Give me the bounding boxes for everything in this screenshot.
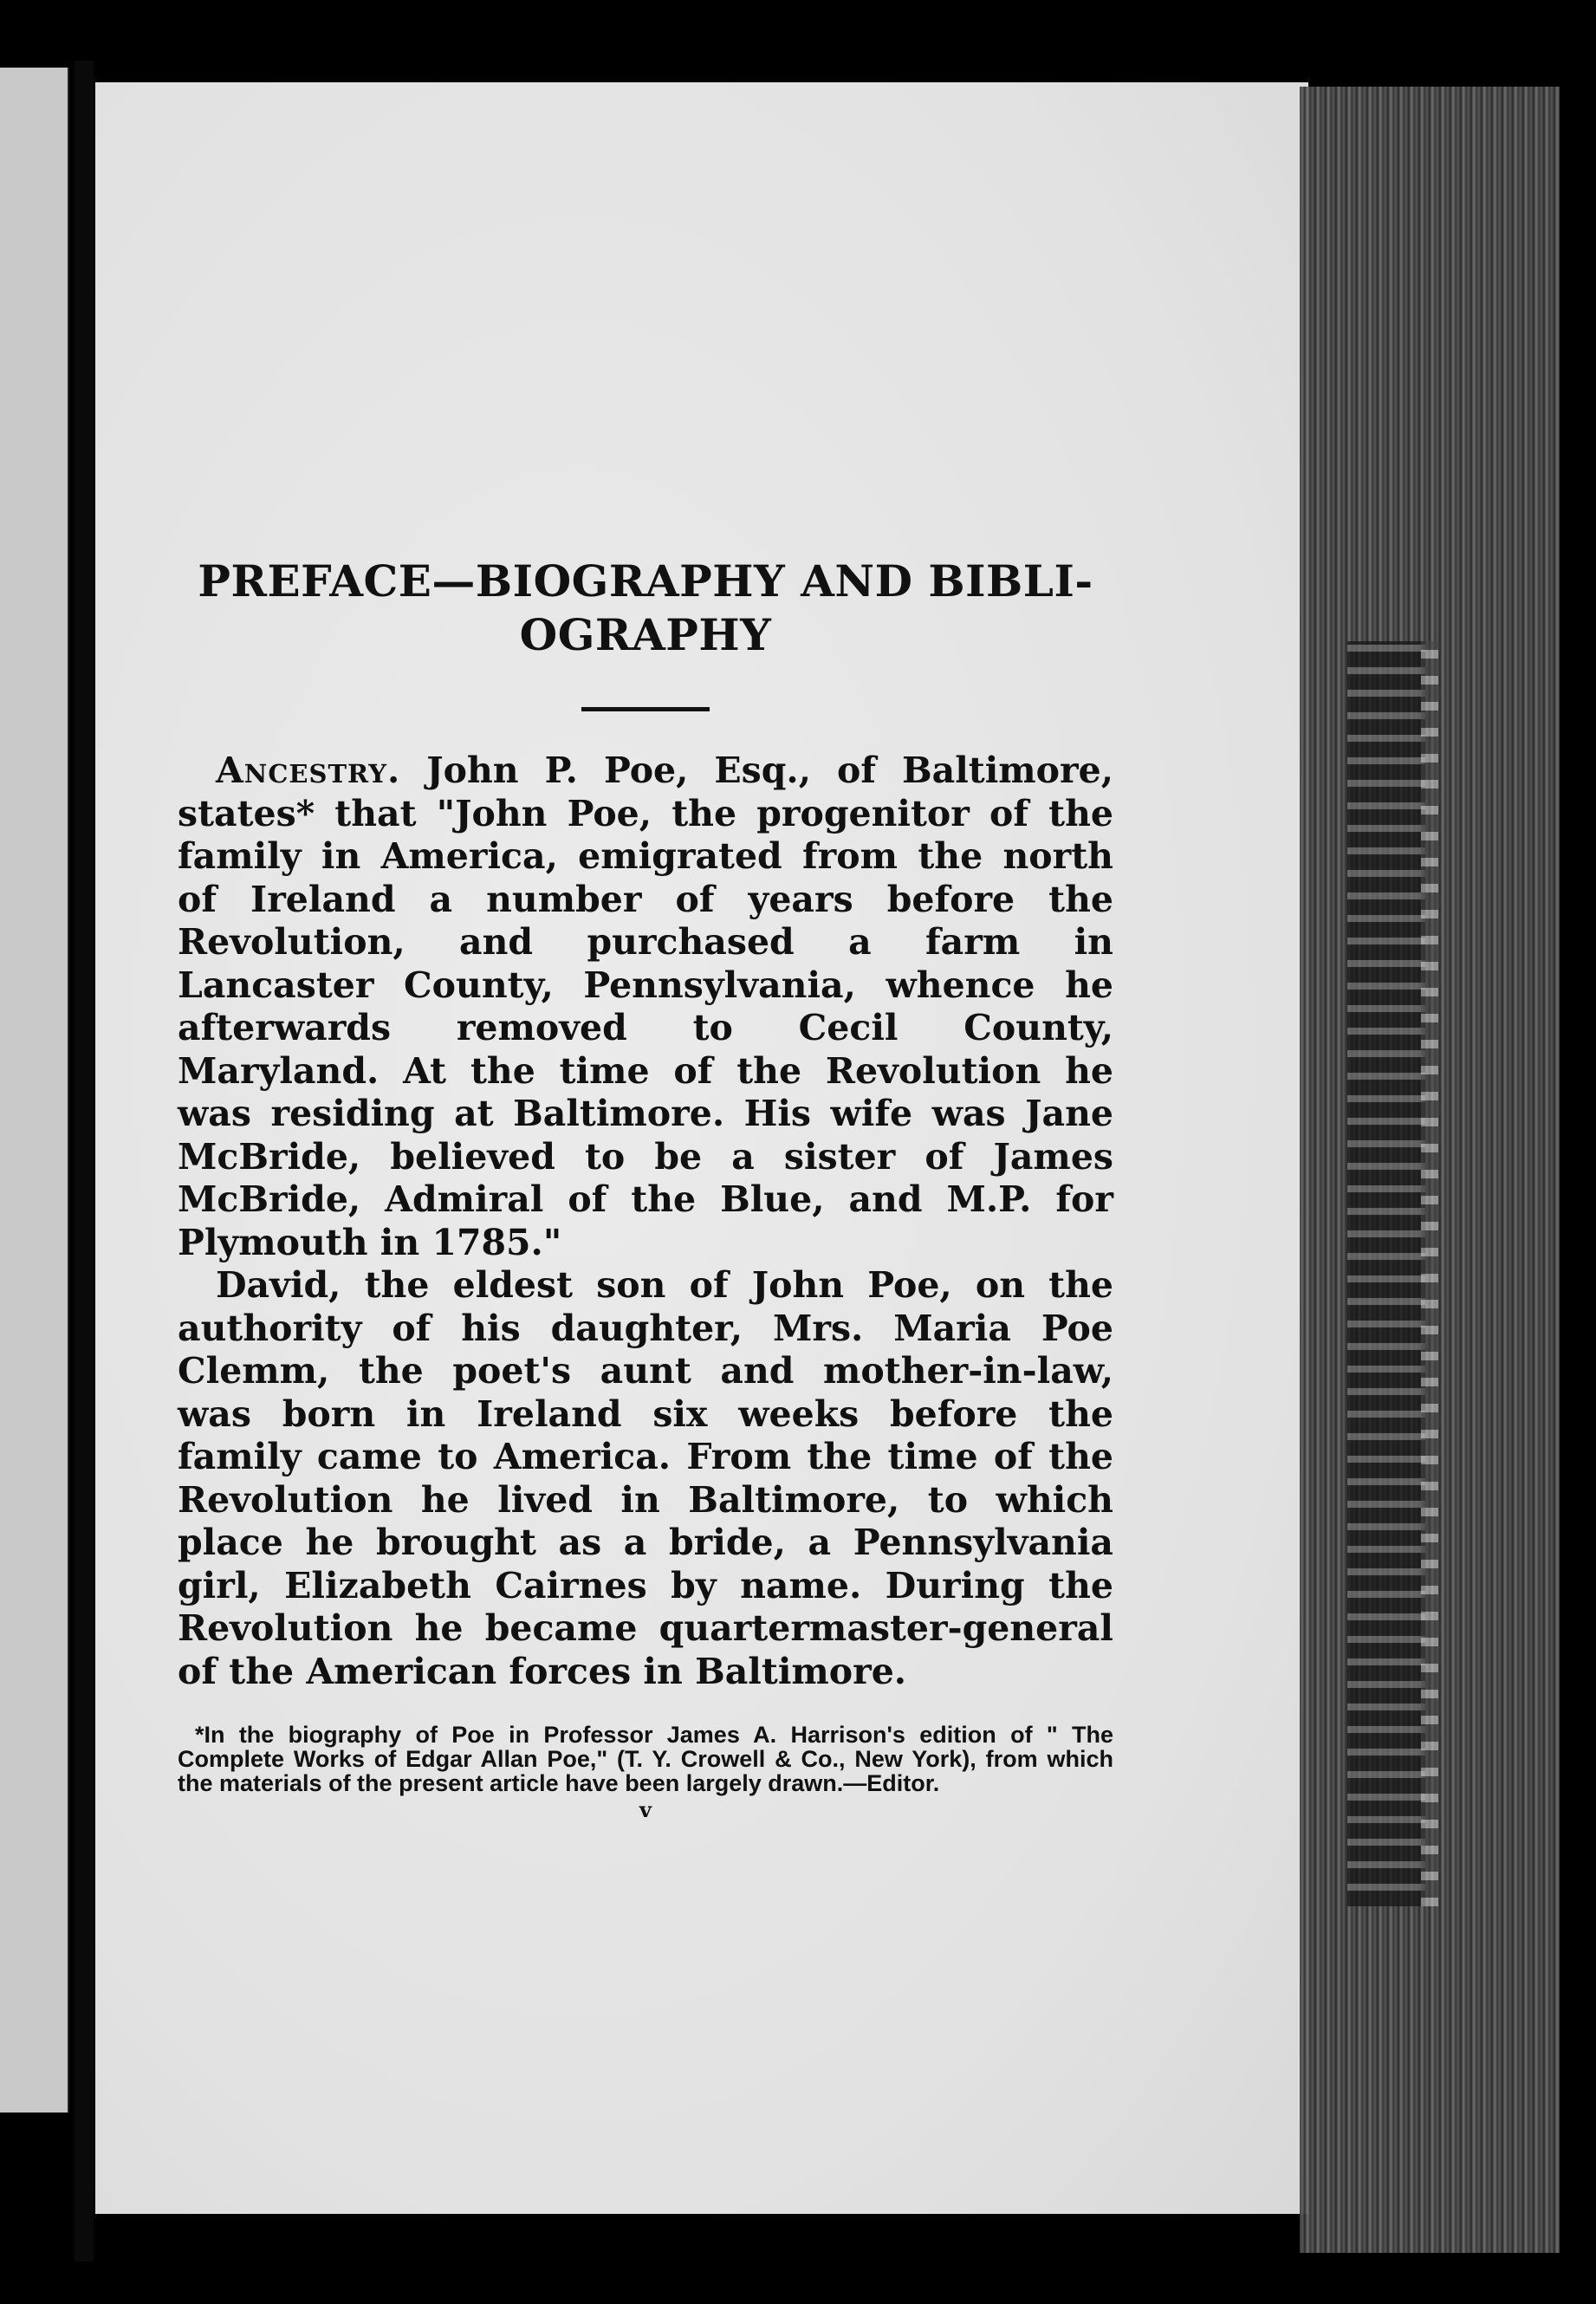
binding-gutter [75, 61, 94, 2262]
spine-stripe [1421, 641, 1438, 1906]
ancestry-text: John P. Poe, Esq., of Baltimore, states* that "John Poe, the progenitor of the family in America, emigrated from the north of Ireland a number of years before the Revolution, and purchased a farm in Lancaster County, Pennsylvania, whence he afterwards removed to Cecil County, Maryland. At the time of the Revolution he was residing at Baltimore. His wife was Jane McBride, believed to be a sister of James McBride, Admiral of the Blue, and M.P. for Plymouth in 1785." [178, 750, 1113, 1263]
title-rule [581, 707, 710, 711]
footnote: *In the biography of Poe in Professor James A. Harrison's edition of " The Complete Works of Edgar Allan Poe," (T. Y. Crowell & Co., New York), from which the materials of the present article have been largely drawn.—Editor. [178, 1722, 1113, 1796]
ancestry-lead: Ancestry. [216, 750, 401, 791]
page-text [178, 555, 1113, 1822]
spine-lettering [1347, 641, 1425, 1906]
page-number: v [639, 1797, 652, 1822]
adjacent-page-edge [0, 68, 69, 2113]
paragraph-ancestry [178, 750, 1113, 1264]
page-title: PREFACE—BIOGRAPHY AND BIBLI- OGRAPHY [198, 555, 1093, 660]
paragraph-david: David, the eldest son of John Poe, on the authority of his daughter, Mrs. Maria Poe Clemm, the poet's aunt and mother-in-law, was born in Ireland six weeks before the family came to America. From the time of the Revolution he lived in Baltimore, to which place he brought as a bride, a Pennsylvania girl, Elizabeth Cairnes by name. During the Revolution he became quartermaster-general of the American forces in Baltimore. [178, 1264, 1113, 1692]
